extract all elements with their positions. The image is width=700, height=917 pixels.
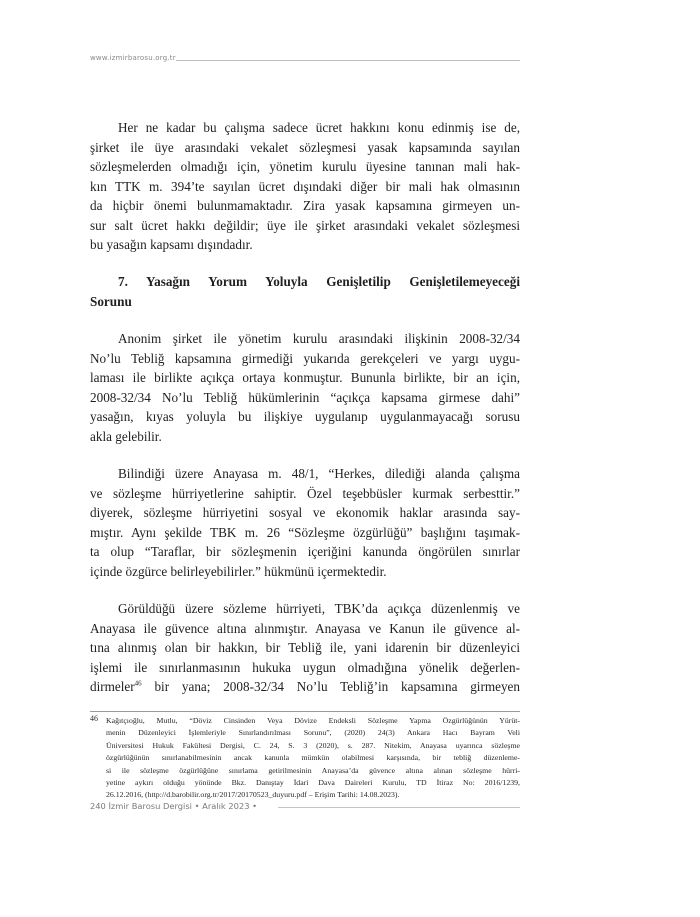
footnote-line: özgürlüğünün sınırlanabilmesinin ancak kanunla mümkün olabilmesi karşısında, bir tebliğ düzenleme- [106,753,520,763]
footnote-line: Üniversitesi Hukuk Fakültesi Dergisi, C. 24, S. 3 (2020), s. 287. Nitekim, Anayasa uyarınca sözleşme [106,740,520,750]
footnote-line: si ile sözleşme özgürlüğüne sınırlama getirilmesinin Anayasa’da güvence altına alınan sözleşme hürri- [106,765,520,775]
text-line: mıştır. Aynı şekilde TBK m. 26 “Sözleşme özgürlüğü” başlığını taşımak- [90,524,520,540]
text-line: sur salt ücret hakkı değildir; üye ile şirket arasındaki vekalet sözleşmesi [90,217,520,233]
text-line: içinde özgürce belirleyebilirler.” hükmünü içermektedir. [90,563,387,579]
text-line: şirket ile üye arasındaki vekalet sözleşmesi yasak kapsamında sayılan [90,139,520,155]
text-line: akla gelebilir. [90,428,162,444]
text-line: yasağın, kıyas yoluyla bu ilişkiye uygulanıp uygulanmayacağı sorusu [90,409,520,424]
page-footer: 240 İzmir Barosu Dergisi • Aralık 2023 • [90,801,258,811]
text-line: Bilindiği üzere Anayasa m. 48/1, “Herkes, dilediği alanda çalışma [118,466,520,481]
text-line: da hiçbir önemi bulunmamaktadır. Zira yasak kapsamına girmeyen un- [90,198,520,213]
text-line: ta olup “Taraflar, bir sözleşmenin içeriğini kanunda öngörülen sınırlar [90,544,520,559]
text-line: Anonim şirket ile yönetim kurulu arasındaki ilişkinin 2008-32/34 [118,331,520,346]
heading-line: Sorunu [90,293,132,309]
footnote-line: yetine aykırı olduğu yönünde Bkz. Danıştay İdari Dava Daireleri Kurulu, TD İtiraz No: 2016/1239, [106,778,520,788]
text-line: Anayasa ile güvence altına alınmıştır. Anayasa ve Kanun ile güvence al- [90,620,520,636]
text-segment: dirmeler [90,679,135,694]
footnote [90,715,520,802]
text-line: 2008-32/34 No’lu Tebliğ hükümlerinin “açıkça kapsama girmese dahi” [90,389,520,405]
paragraph-2 [90,329,520,446]
footnote-line: Kağıtçıoğlu, Mutlu, “Döviz Cinsinden Veya Dövize Endeksli Sözleşme Yapma Özgürlüğünün Yürüt- [106,716,520,725]
text-line: sözleşmelerden olmadığı için, yönetim kurulu üyesine tanınan mali hak- [90,159,520,174]
text-line: No’lu Tebliğ kapsamına girmediği yukarıda gerekçeleri ve yargı uygu- [90,350,520,366]
text-line: kın TTK m. 394’te sayılan ücret dışındaki diğer bir mali hak olmasının [90,178,520,194]
text-line: Her ne kadar bu çalışma sadece ücret hakkını konu edinmiş ise de, [118,120,520,135]
heading-line: 7. Yasağın Yorum Yoluyla Genişletilip Genişletilemeyeceği [118,274,520,289]
paragraph-1 [90,118,520,255]
text-line: bu yasağın kapsamı dışındadır. [90,237,253,252]
section-heading [90,272,520,311]
text-line: diyerek, sözleşme hürriyetini sosyal ve ekonomik haklar arasında say- [90,505,520,520]
text-line: laması ile birlikte açıkça ortaya konmuştur. Bununla birlikte, bir an için, [90,370,520,385]
text-line: ve sözleşme hürriyetlerine sahiptir. Özel teşebbüsler kurmak serbesttir.” [90,485,520,501]
footnote-line: menin Düzenleyici İşlemleriyle Sınırlandırılması Sorunu”, (2020) 24(3) Ankara Hacı Bayram Veli [106,728,520,738]
paragraph-4 [90,599,520,697]
text-segment: bir yana; 2008-32/34 No’lu Tebliğ’in kapsamına girmeyen [141,679,520,694]
text-line-with-footnote [90,677,520,697]
footnote-ref[interactable]: 46 [134,679,142,688]
footnote-number: 46 [90,714,98,723]
footnote-rule [90,711,520,712]
text-line: işlemi ile sınırlanmasının hukuka uygun olmadığına yönelik değerlen- [90,659,520,675]
paragraph-3 [90,464,520,581]
header-url: www.izmirbarosu.org.tr [90,54,176,62]
text-line: tına alınmış olan bir hakkın, bir Tebliğ ile, yani idarenin bir düzenleyici [90,640,520,655]
header-rule [176,60,520,61]
footer-rule [278,807,520,808]
footnote-body [106,715,520,802]
text-line: Görüldüğü üzere sözleme hürriyeti, TBK’da açıkça düzenlenmiş ve [118,601,520,616]
footnote-line: 26.12.2016, (http://d.barobilir.org.tr/2017/20170523_duyuru.pdf – Erişim Tarihi: 14.08.2023). [106,790,400,800]
